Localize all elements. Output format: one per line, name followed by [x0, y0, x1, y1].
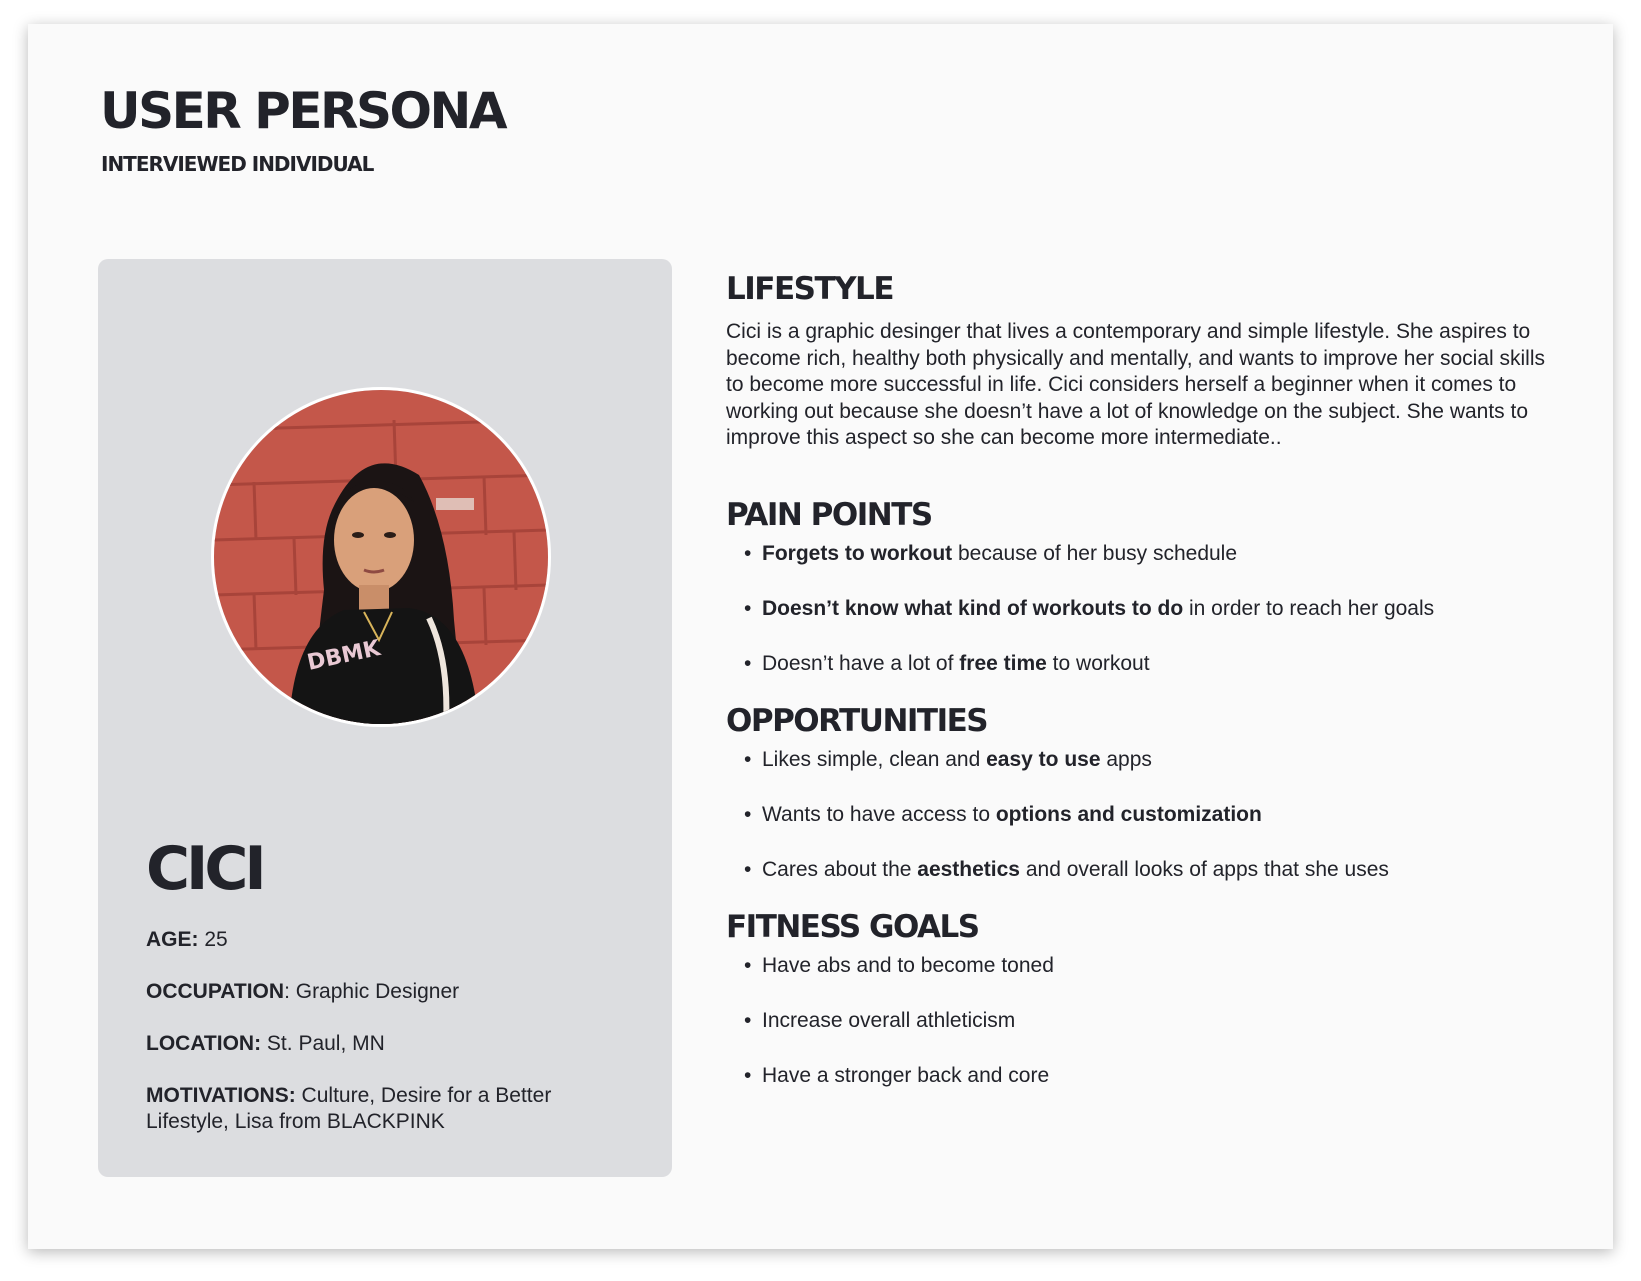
persona-photo: [211, 387, 551, 727]
fact-motivations: [146, 1083, 626, 1135]
list-item: [726, 802, 1556, 828]
item-emphasis: Doesn’t know what kind of workouts to do: [762, 596, 1184, 620]
fact-age: [146, 927, 626, 953]
item-emphasis: options and customization: [995, 802, 1262, 826]
pain-points-section: [726, 496, 1556, 677]
portrait-illustration: [214, 390, 548, 724]
item-text: in order to reach her goals: [1183, 596, 1435, 620]
item-emphasis: aesthetics: [917, 857, 1020, 881]
fact-value: : Graphic Designer: [284, 980, 460, 1003]
persona-name: CICI: [146, 834, 263, 904]
fact-label: OCCUPATION: [146, 980, 285, 1003]
svg-text:DBMK: DBMK: [305, 636, 383, 676]
pain-points-title: PAIN POINTS: [726, 496, 932, 533]
fact-label: MOTIVATIONS:: [146, 1084, 296, 1107]
list-item: [726, 953, 1556, 979]
item-emphasis: free time: [959, 651, 1047, 675]
item-text: apps: [1100, 747, 1152, 771]
item-text: Have a stronger back and core: [762, 1063, 1050, 1087]
fitness-goals-section: [726, 908, 1556, 1089]
persona-facts: [146, 927, 626, 1161]
item-text: Likes simple, clean and: [762, 747, 987, 771]
lifestyle-section: [726, 271, 1556, 452]
fact-label: LOCATION:: [146, 1032, 262, 1055]
fact-value: 25: [198, 928, 228, 951]
fitness-goals-title: FITNESS GOALS: [726, 908, 979, 945]
list-item: [726, 857, 1556, 883]
item-emphasis: easy to use: [986, 747, 1101, 771]
list-item: [726, 1063, 1556, 1089]
page-subtitle: INTERVIEWED INDIVIDUAL: [101, 152, 374, 176]
item-text: Cares about the: [762, 857, 918, 881]
item-text: because of her busy schedule: [952, 541, 1238, 565]
item-text: Have abs and to become toned: [762, 953, 1054, 977]
fact-value: St. Paul, MN: [261, 1032, 385, 1055]
fact-label: AGE:: [146, 928, 199, 951]
fact-location: [146, 1031, 626, 1057]
list-item: [726, 1008, 1556, 1034]
persona-sheet: [28, 24, 1613, 1249]
persona-card: [98, 259, 672, 1177]
persona-details: [726, 271, 1556, 1118]
opportunities-list: [726, 747, 1556, 883]
item-text: Doesn’t have a lot of: [762, 651, 960, 675]
list-item: [726, 541, 1556, 567]
item-text: Wants to have access to: [762, 802, 996, 826]
list-item: [726, 747, 1556, 773]
list-item: [726, 596, 1556, 622]
item-text: and overall looks of apps that she uses: [1020, 857, 1389, 881]
item-text: Increase overall athleticism: [762, 1008, 1016, 1032]
item-text: to workout: [1046, 651, 1150, 675]
page-title: USER PERSONA: [100, 82, 506, 140]
fitness-goals-list: [726, 953, 1556, 1089]
fact-occupation: [146, 979, 626, 1005]
lifestyle-text: Cici is a graphic desinger that lives a contemporary and simple lifestyle. She aspires to become rich, healthy both physically and mentally, and wants to improve her social skills to become more successful in life. Cici considers herself a beginner when it comes to working out because she doesn’t have a lot of knowledge on the subject. She wants to improve this aspect so she can become more intermediate..: [726, 320, 1545, 449]
lifestyle-title: LIFESTYLE: [726, 271, 893, 307]
list-item: [726, 651, 1556, 677]
opportunities-section: [726, 702, 1556, 883]
item-emphasis: Forgets to workout: [762, 541, 953, 565]
pain-points-list: [726, 541, 1556, 677]
opportunities-title: OPPORTUNITIES: [726, 702, 988, 739]
fact-value: Culture, Desire for a Better Lifestyle, Lisa from BLACKPINK: [146, 1084, 552, 1133]
